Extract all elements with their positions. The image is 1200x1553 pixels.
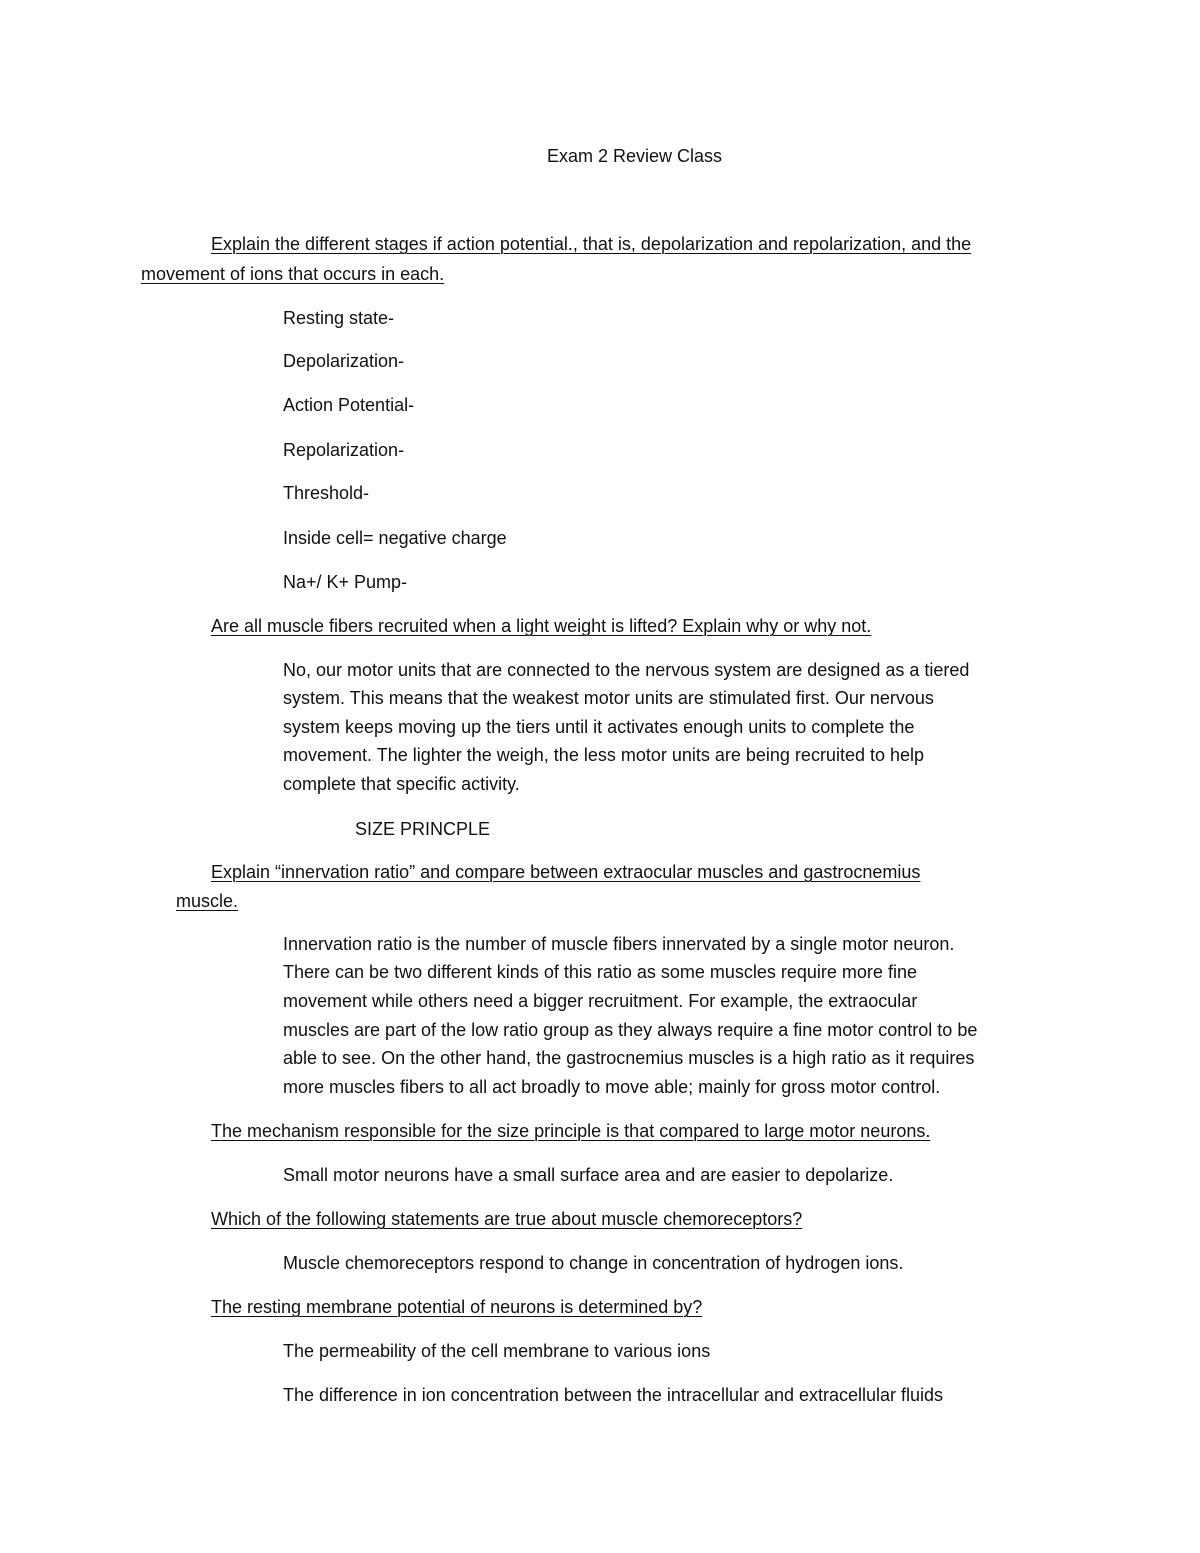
question-3-line-2: muscle. [176,891,239,911]
answer-3-line-1: Innervation ratio is the number of muscle fibers innervated by a single motor neuron. [283,934,955,954]
term-inside-cell: Inside cell= negative charge [283,528,507,548]
answer-2-line-5: complete that specific activity. [283,774,520,794]
question-2: Are all muscle fibers recruited when a light weight is lifted? Explain why or why not. [211,616,872,636]
question-3-line-1: Explain “innervation ratio” and compare between extraocular muscles and gastrocnemius [211,862,921,882]
answer-6-line-2: The difference in ion concentration between the intracellular and extracellular fluids [283,1385,944,1405]
term-action-potential: Action Potential- [283,395,415,415]
document-title: Exam 2 Review Class [546,146,723,166]
answer-6-line-1: The permeability of the cell membrane to various ions [283,1341,711,1361]
question-1-line-2: movement of ions that occurs in each. [141,264,445,284]
question-6: The resting membrane potential of neurons is determined by? [211,1297,703,1317]
answer-3-line-5: able to see. On the other hand, the gastrocnemius muscles is a high ratio as it requires [283,1048,975,1068]
answer-2-line-4: movement. The lighter the weigh, the less motor units are being recruited to help [283,745,925,765]
answer-3-line-3: movement while others need a bigger recruitment. For example, the extraocular [283,991,918,1011]
term-resting-state: Resting state- [283,308,395,328]
size-principle-note: SIZE PRINCPLE [355,819,491,839]
answer-3-line-4: muscles are part of the low ratio group as they always require a fine motor control to be [283,1020,978,1040]
term-threshold: Threshold- [283,483,370,503]
term-na-k-pump: Na+/ K+ Pump- [283,572,408,592]
answer-2-line-1: No, our motor units that are connected to the nervous system are designed as a tiered [283,660,970,680]
answer-4: Small motor neurons have a small surface area and are easier to depolarize. [283,1165,894,1185]
question-4: The mechanism responsible for the size principle is that compared to large motor neurons. [211,1121,931,1141]
answer-3-line-2: There can be two different kinds of this ratio as some muscles require more fine [283,962,917,982]
answer-3-line-6: more muscles fibers to all act broadly to move able; mainly for gross motor control. [283,1077,941,1097]
question-1-line-1: Explain the different stages if action potential., that is, depolarization and repolarization, and the [211,234,972,254]
answer-2-line-2: system. This means that the weakest motor units are stimulated first. Our nervous [283,688,934,708]
term-repolarization: Repolarization- [283,440,405,460]
answer-5: Muscle chemoreceptors respond to change in concentration of hydrogen ions. [283,1253,904,1273]
answer-2-line-3: system keeps moving up the tiers until it activates enough units to complete the [283,717,915,737]
term-depolarization: Depolarization- [283,351,405,371]
question-5: Which of the following statements are true about muscle chemoreceptors? [211,1209,803,1229]
